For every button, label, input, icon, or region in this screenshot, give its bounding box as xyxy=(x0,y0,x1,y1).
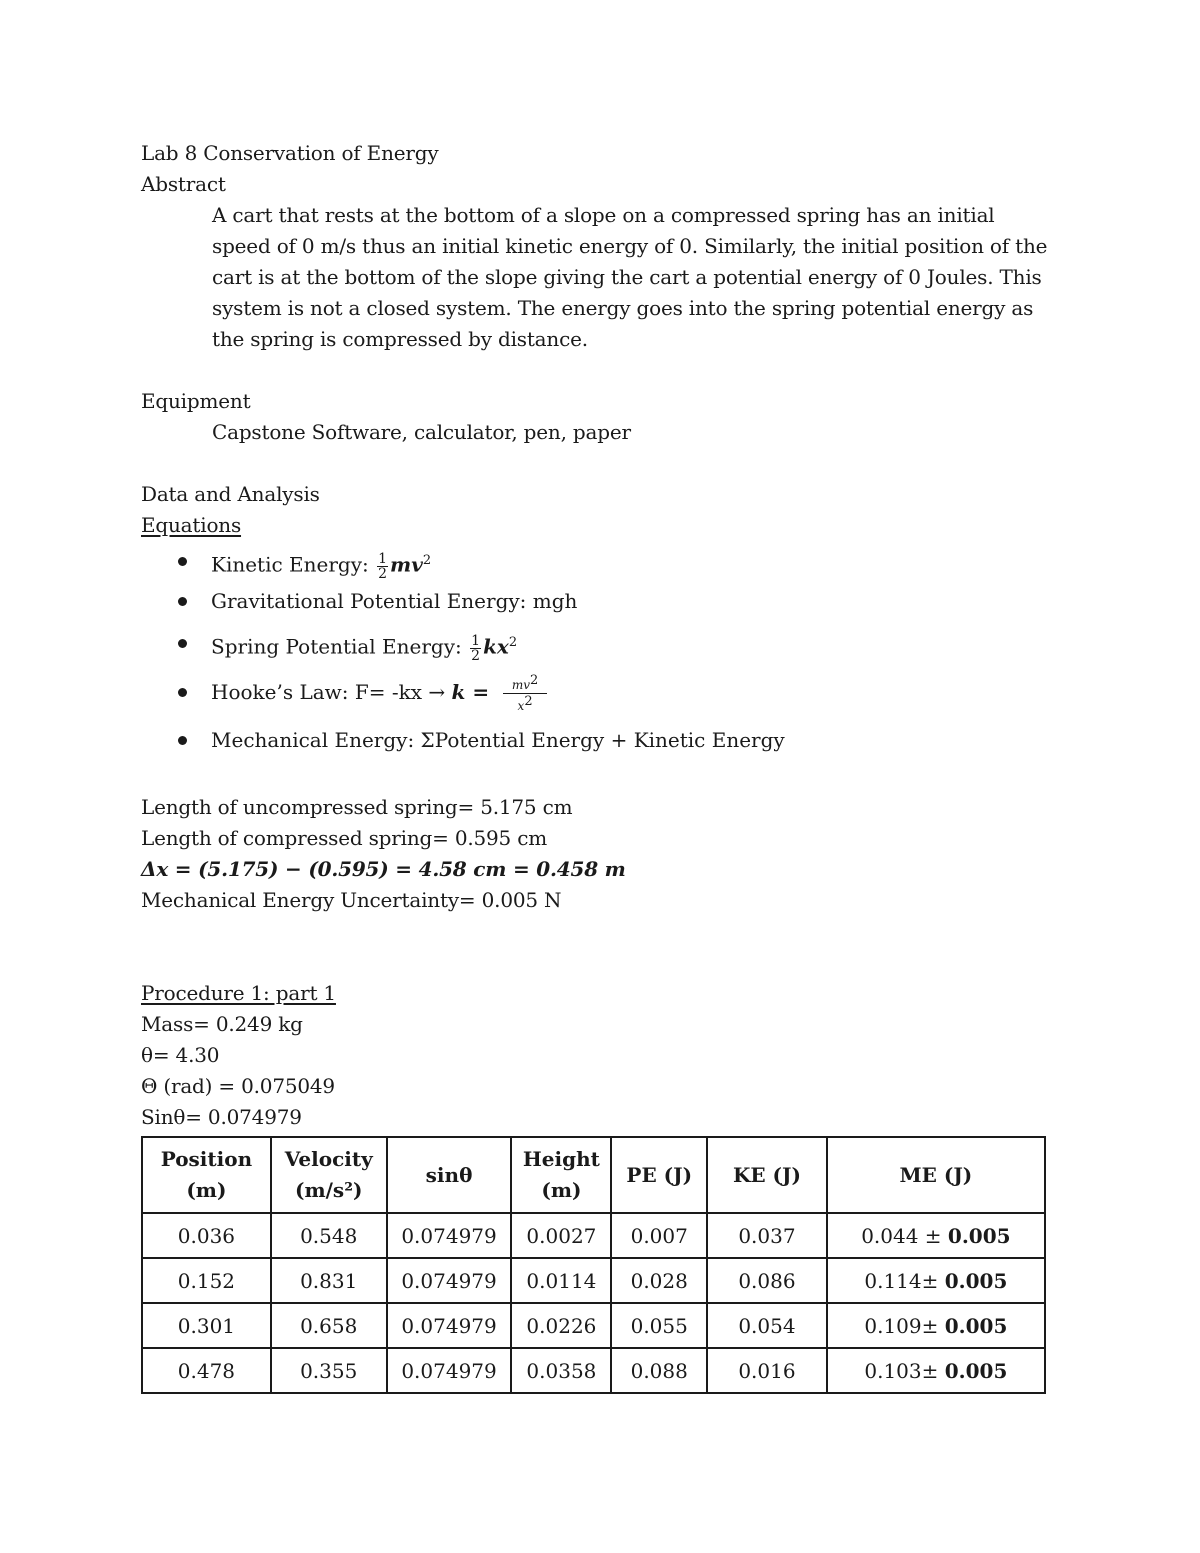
document-page xyxy=(141,138,1051,1133)
delta-x-equation: Δx = (5.175) − (0.595) = 4.58 cm = 0.458 m xyxy=(141,857,626,881)
table-cell: 0.831 xyxy=(271,1258,387,1303)
abstract-heading: Abstract xyxy=(141,172,226,196)
table-cell: 0.0358 xyxy=(511,1348,611,1393)
bullet-icon xyxy=(178,557,187,566)
table-cell: 0.036 xyxy=(142,1213,271,1258)
bullet-icon xyxy=(178,597,187,606)
energy-uncertainty: Mechanical Energy Uncertainty= 0.005 N xyxy=(141,888,562,912)
header-sin-theta: sinθ xyxy=(387,1137,512,1213)
table-row xyxy=(142,1258,1045,1303)
fraction: $\frac{1}{2}$ xyxy=(471,632,481,664)
table-cell: 0.0114 xyxy=(511,1258,611,1303)
table-cell: 0.658 xyxy=(271,1303,387,1348)
procedure-heading: Procedure 1: part 1 xyxy=(141,981,336,1005)
table-cell: 0.074979 xyxy=(387,1303,512,1348)
table-cell: 0.074979 xyxy=(387,1213,512,1258)
sin-theta-value: Sinθ= 0.074979 xyxy=(141,1105,302,1129)
table-cell: 0.301 xyxy=(142,1303,271,1348)
table-cell-me: 0.103± 0.005 xyxy=(827,1348,1045,1393)
theta-value: θ= 4.30 xyxy=(141,1043,220,1067)
table-row xyxy=(142,1348,1045,1393)
table-cell: 0.055 xyxy=(611,1303,707,1348)
header-position: Position (m) xyxy=(142,1137,271,1213)
table-row xyxy=(142,1213,1045,1258)
uncompressed-length: Length of uncompressed spring= 5.175 cm xyxy=(141,795,573,819)
equipment-text: Capstone Software, calculator, pen, paper xyxy=(212,420,631,444)
compressed-length: Length of compressed spring= 0.595 cm xyxy=(141,826,548,850)
table-cell-me: 0.109± 0.005 xyxy=(827,1303,1045,1348)
hooke-fraction: $\frac{mv^2}{x^2}$ xyxy=(503,673,547,714)
equipment-heading: Equipment xyxy=(141,389,251,413)
header-velocity: Velocity (m/s²) xyxy=(271,1137,387,1213)
table-cell: 0.074979 xyxy=(387,1348,512,1393)
header-me: ME (J) xyxy=(827,1137,1045,1213)
equation-gravitational: Gravitational Potential Energy: mgh xyxy=(141,581,1051,621)
mass-value: Mass= 0.249 kg xyxy=(141,1012,303,1036)
table-cell: 0.086 xyxy=(707,1258,827,1303)
analysis-heading: Data and Analysis xyxy=(141,482,320,506)
table-cell: 0.028 xyxy=(611,1258,707,1303)
table-cell-me: 0.044 ± 0.005 xyxy=(827,1213,1045,1258)
abstract-text: A cart that rests at the bottom of a slope on a compressed spring has an initial speed of 0 m/s thus an initial kinetic energy of 0. Similarly, the initial position of the cart is at the bottom of the slope giving the cart a potential energy of 0 Joules. This system is not a closed system. The energy goes into the spring potential energy as the spring is compressed by distance. xyxy=(212,203,1048,351)
table-header-row xyxy=(142,1137,1045,1213)
header-ke: KE (J) xyxy=(707,1137,827,1213)
table-cell: 0.548 xyxy=(271,1213,387,1258)
table-cell: 0.016 xyxy=(707,1348,827,1393)
equation-spring: Spring Potential Energy: $\frac{1}{2}$ $kx^2$ xyxy=(141,621,1051,664)
equations-list xyxy=(141,541,1051,760)
table-cell: 0.355 xyxy=(271,1348,387,1393)
table-cell: 0.478 xyxy=(142,1348,271,1393)
table-cell: 0.037 xyxy=(707,1213,827,1258)
data-table xyxy=(141,1136,1046,1394)
table-cell: 0.152 xyxy=(142,1258,271,1303)
bullet-icon xyxy=(178,736,187,745)
equation-hooke: Hooke’s Law: F= -kx → k = $\frac{mv^2}{x^2}$ xyxy=(141,664,1051,720)
header-height: Height (m) xyxy=(511,1137,611,1213)
table-cell: 0.054 xyxy=(707,1303,827,1348)
bullet-icon xyxy=(178,639,187,648)
bullet-icon xyxy=(178,688,187,697)
fraction: $\frac{1}{2}$ xyxy=(378,550,388,582)
theta-rad-value: Θ (rad) = 0.075049 xyxy=(141,1074,335,1098)
equations-heading: Equations xyxy=(141,513,242,537)
header-pe: PE (J) xyxy=(611,1137,707,1213)
table-cell-me: 0.114± 0.005 xyxy=(827,1258,1045,1303)
table-cell: 0.0027 xyxy=(511,1213,611,1258)
table-cell: 0.0226 xyxy=(511,1303,611,1348)
equation-mechanical: Mechanical Energy: ΣPotential Energy + Kinetic Energy xyxy=(141,720,1051,760)
table-cell: 0.007 xyxy=(611,1213,707,1258)
table-cell: 0.088 xyxy=(611,1348,707,1393)
table-cell: 0.074979 xyxy=(387,1258,512,1303)
document-title: Lab 8 Conservation of Energy xyxy=(141,141,439,165)
equation-kinetic: Kinetic Energy: $\frac{1}{2}$ $mv^2$ xyxy=(141,541,1051,581)
table-row xyxy=(142,1303,1045,1348)
